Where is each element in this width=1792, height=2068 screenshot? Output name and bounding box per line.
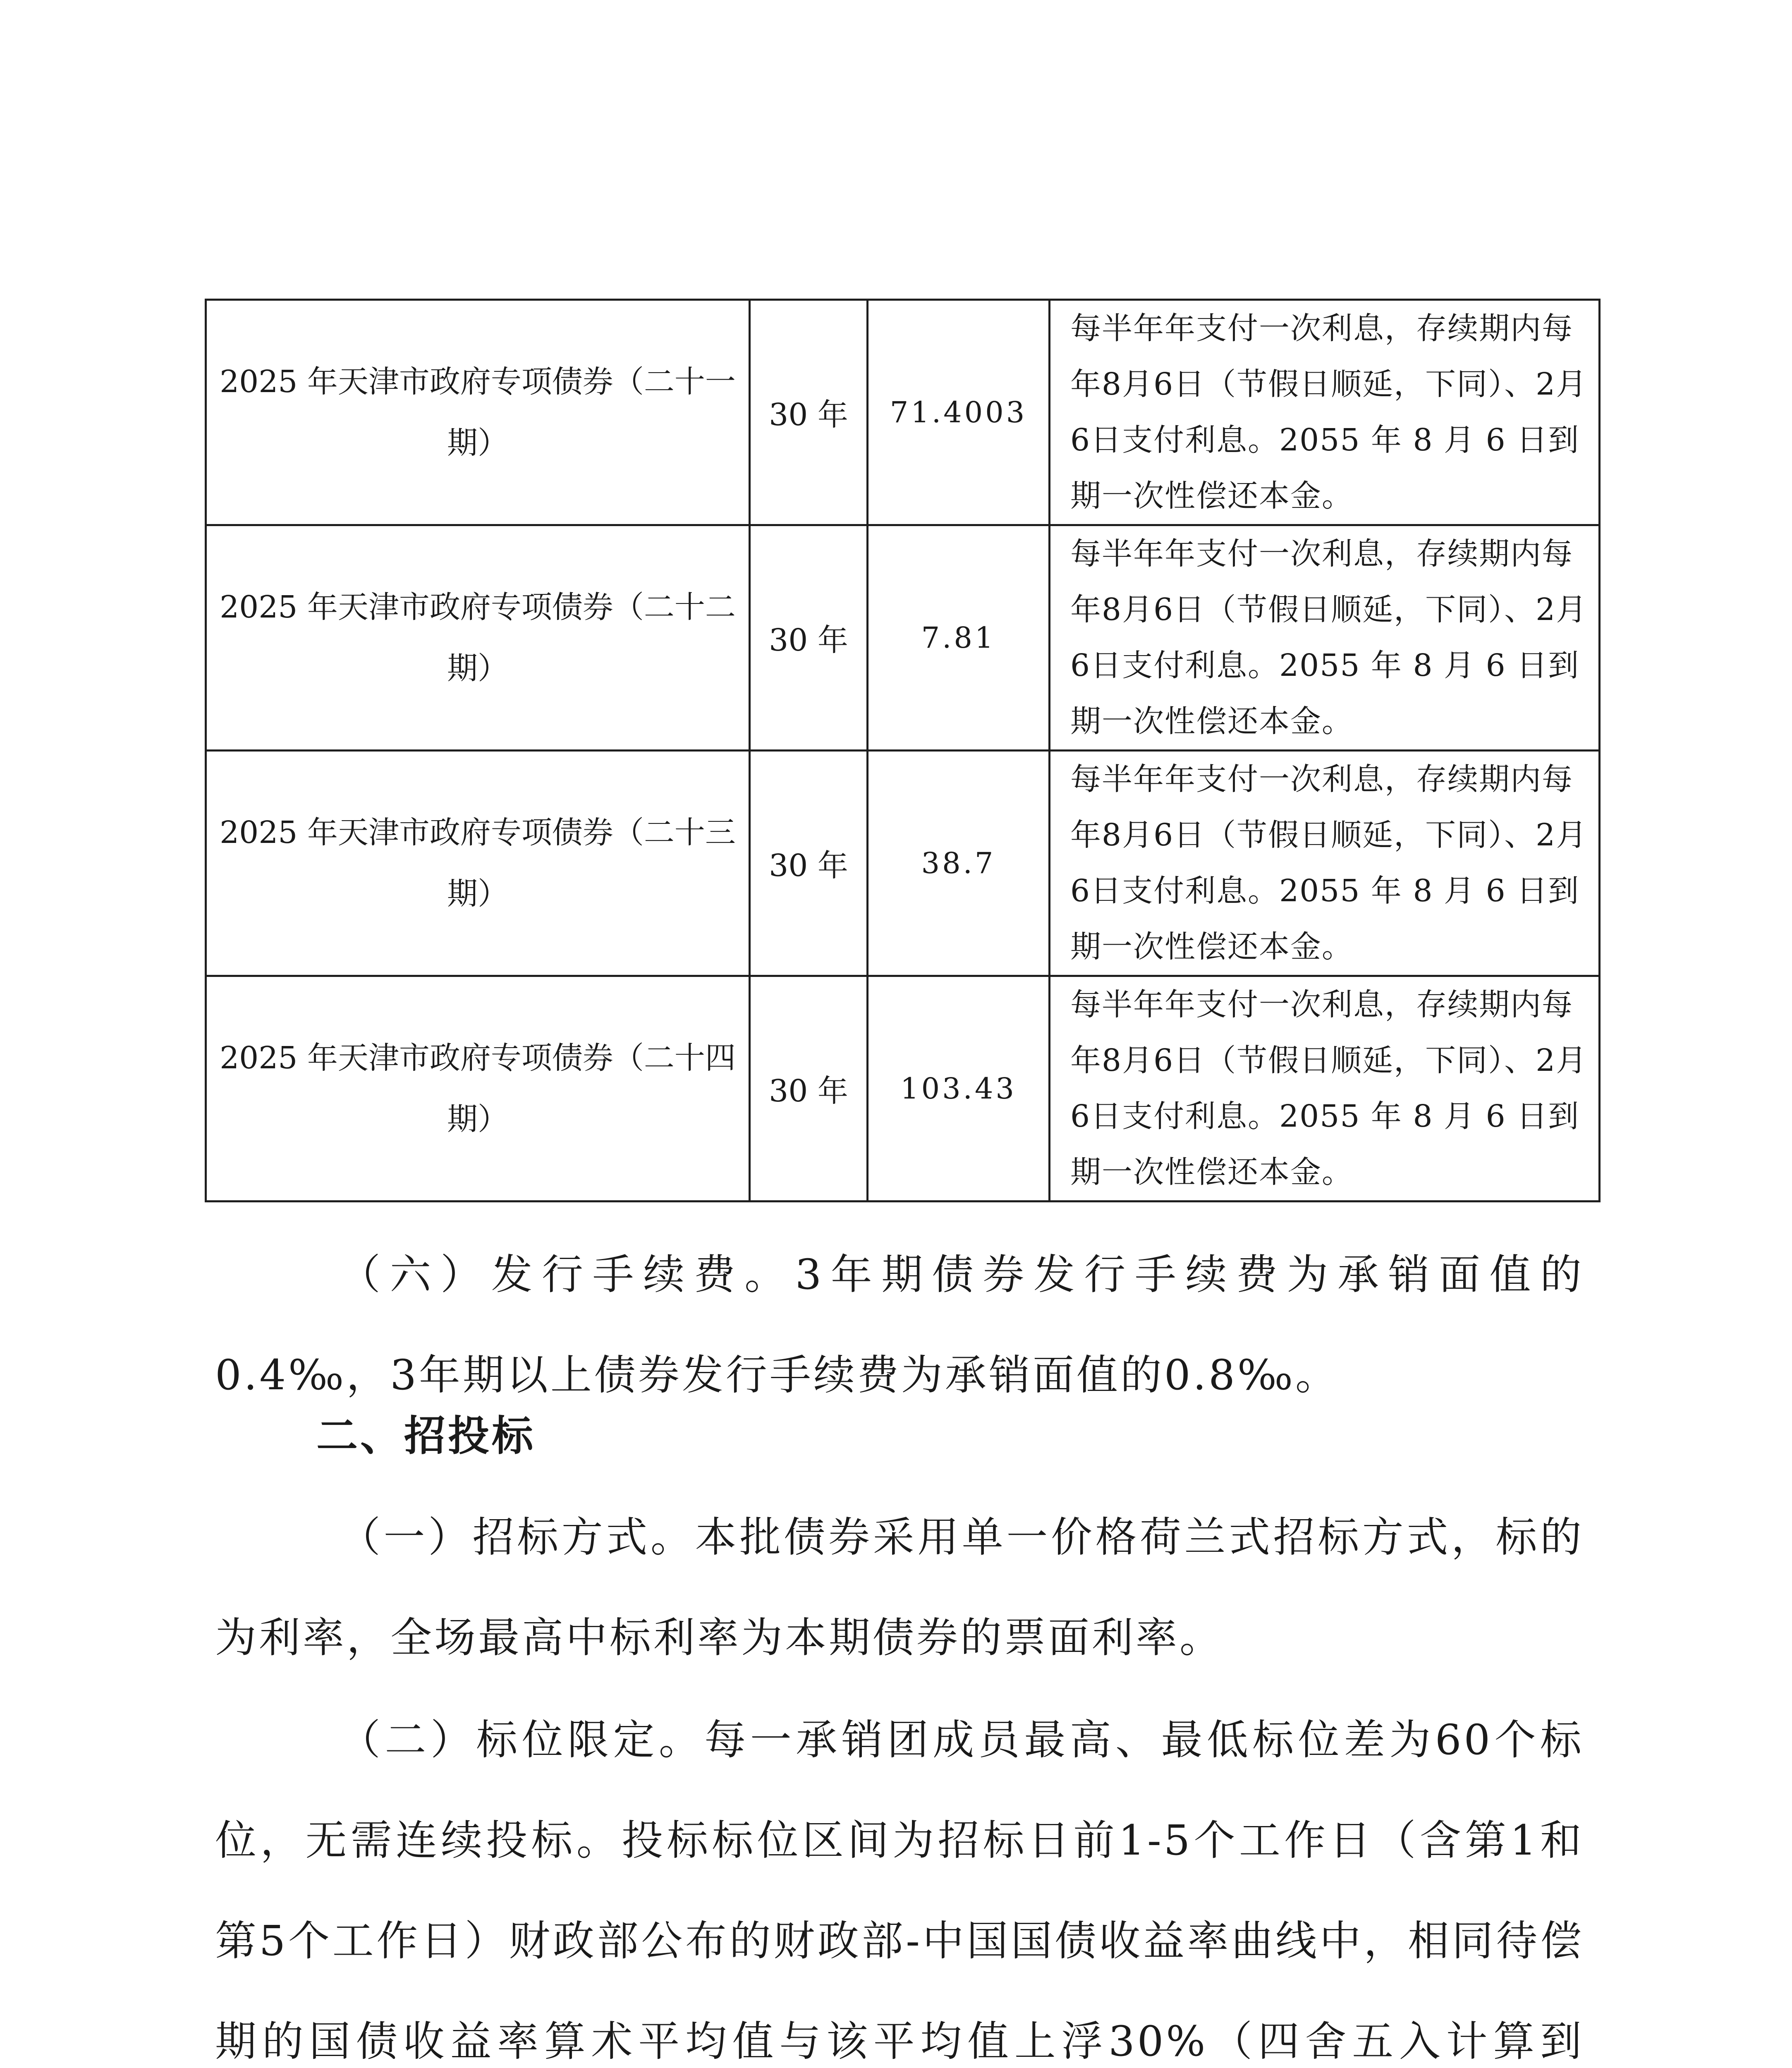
bidding-method-paragraph: （一）招标方式。本批债券采用单一价格荷兰式招标方式，标的为利率，全场最高中标利率为本期债券的票面利率。 (215, 1513, 1584, 1662)
table-row (206, 525, 1600, 751)
term-cell: 30 年 (750, 751, 868, 976)
amount-cell: 38.7 (868, 751, 1050, 976)
term-cell: 30 年 (750, 300, 868, 525)
fee-paragraph: （六）发行手续费。3年期债券发行手续费为承销面值的0.4‰，3年期以上债券发行手续费为承销面值的0.8‰。 (215, 1250, 1584, 1399)
table-row (206, 976, 1600, 1202)
amount-cell: 71.4003 (868, 300, 1050, 525)
bid-limit-paragraph: （二）标位限定。每一承销团成员最高、最低标位差为60个标位，无需连续投标。投标标位区间为招标日前1-5个工作日（含第1和第5个工作日）财政部公布的财政部-中国国债收益率曲线中，相同待偿期的国债收益率算术平均值与该平均值上浮30%（四舍五入计算到 (215, 1716, 1584, 2066)
bond-terms-table (205, 299, 1601, 1202)
bond-name-cell: 2025 年天津市政府专项债券（二十一期） (206, 300, 750, 525)
amount-cell: 103.43 (868, 976, 1050, 1202)
section-heading: 二、招投标 (316, 1412, 536, 1460)
table-row (206, 300, 1600, 525)
table-row (206, 751, 1600, 976)
payment-terms-cell: 每半年年支付一次利息，存续期内每年8月6日（节假日顺延，下同）、2月6日支付利息。2055 年 8 月 6 日到期一次性偿还本金。 (1050, 751, 1600, 976)
payment-terms-cell: 每半年年支付一次利息，存续期内每年8月6日（节假日顺延，下同）、2月6日支付利息。2055 年 8 月 6 日到期一次性偿还本金。 (1050, 976, 1600, 1202)
payment-terms-cell: 每半年年支付一次利息，存续期内每年8月6日（节假日顺延，下同）、2月6日支付利息。2055 年 8 月 6 日到期一次性偿还本金。 (1050, 525, 1600, 751)
term-cell: 30 年 (750, 525, 868, 751)
payment-terms-cell: 每半年年支付一次利息，存续期内每年8月6日（节假日顺延，下同）、2月6日支付利息。2055 年 8 月 6 日到期一次性偿还本金。 (1050, 300, 1600, 525)
term-cell: 30 年 (750, 976, 868, 1202)
amount-cell: 7.81 (868, 525, 1050, 751)
bond-name-cell: 2025 年天津市政府专项债券（二十三期） (206, 751, 750, 976)
bond-name-cell: 2025 年天津市政府专项债券（二十二期） (206, 525, 750, 751)
bond-name-cell: 2025 年天津市政府专项债券（二十四期） (206, 976, 750, 1202)
